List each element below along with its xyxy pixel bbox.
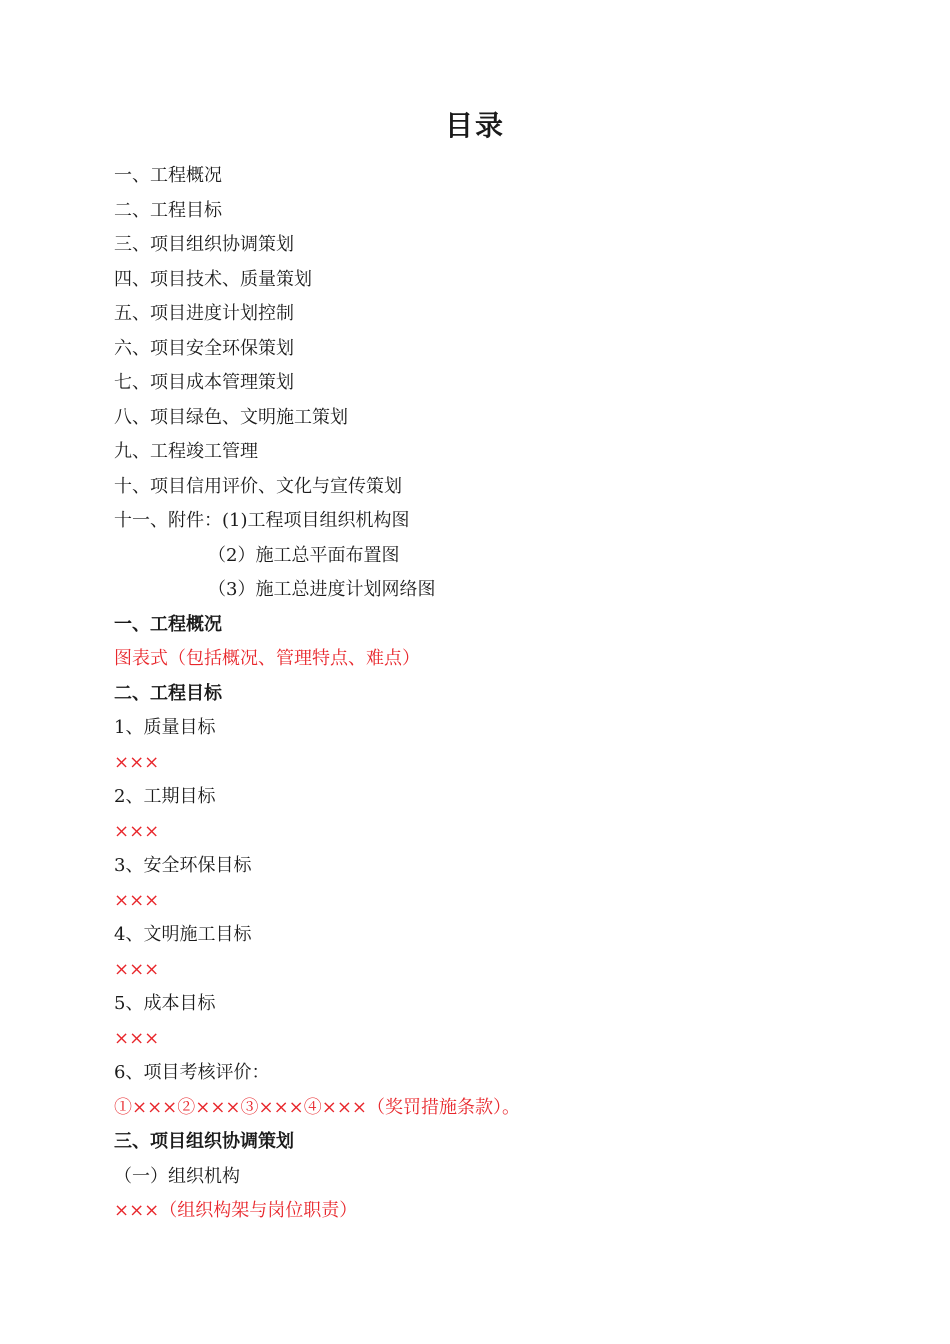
toc-sub-item: （3）施工总进度计划网络图 [208, 579, 436, 600]
document-body [114, 159, 874, 1229]
toc-item: 九、工程竣工管理 [114, 441, 258, 462]
toc-item: 三、项目组织协调策划 [114, 234, 294, 255]
goal-value: ××× [114, 1027, 160, 1049]
subsection-label: （一）组织机构 [114, 1165, 240, 1187]
toc-item: 十一、附件：(1)工程项目组织机构图 [114, 510, 410, 531]
toc-item: 六、项目安全环保策划 [114, 337, 294, 359]
goal-value: ××× [114, 751, 160, 773]
toc-sub-item: （2）施工总平面布置图 [208, 544, 400, 566]
goal-label: 3、安全环保目标 [114, 855, 252, 876]
goal-label: 5、成本目标 [114, 993, 216, 1014]
section-heading: 三、项目组织协调策划 [114, 1131, 294, 1152]
toc-item: 一、工程概况 [114, 165, 222, 186]
section-heading: 一、工程概况 [114, 613, 222, 635]
goal-label: 4、文明施工目标 [114, 924, 252, 945]
toc-item: 八、项目绿色、文明施工策划 [114, 406, 348, 428]
goal-value: ××× [114, 889, 160, 911]
toc-item: 二、工程目标 [114, 199, 222, 221]
toc-item: 五、项目进度计划控制 [114, 303, 294, 324]
goal-value: ××× [114, 820, 160, 842]
subsection-value: ×××（组织构架与岗位职责） [114, 1200, 358, 1221]
goal-label: 2、工期目标 [114, 786, 216, 807]
toc-item: 十、项目信用评价、文化与宣传策划 [114, 475, 402, 497]
goal-value: ①×××②×××③×××④×××（奖罚措施条款）。 [114, 1096, 520, 1118]
toc-item: 七、项目成本管理策划 [114, 372, 294, 393]
toc-item: 四、项目技术、质量策划 [114, 268, 312, 290]
section-heading: 二、工程目标 [114, 682, 222, 704]
goal-value: ××× [114, 958, 160, 980]
goal-label: 6、项目考核评价： [114, 1062, 270, 1083]
goal-label: 1、质量目标 [114, 717, 216, 738]
page-title: 目录 [444, 109, 505, 142]
section-note: 图表式（包括概况、管理特点、难点） [114, 648, 420, 669]
